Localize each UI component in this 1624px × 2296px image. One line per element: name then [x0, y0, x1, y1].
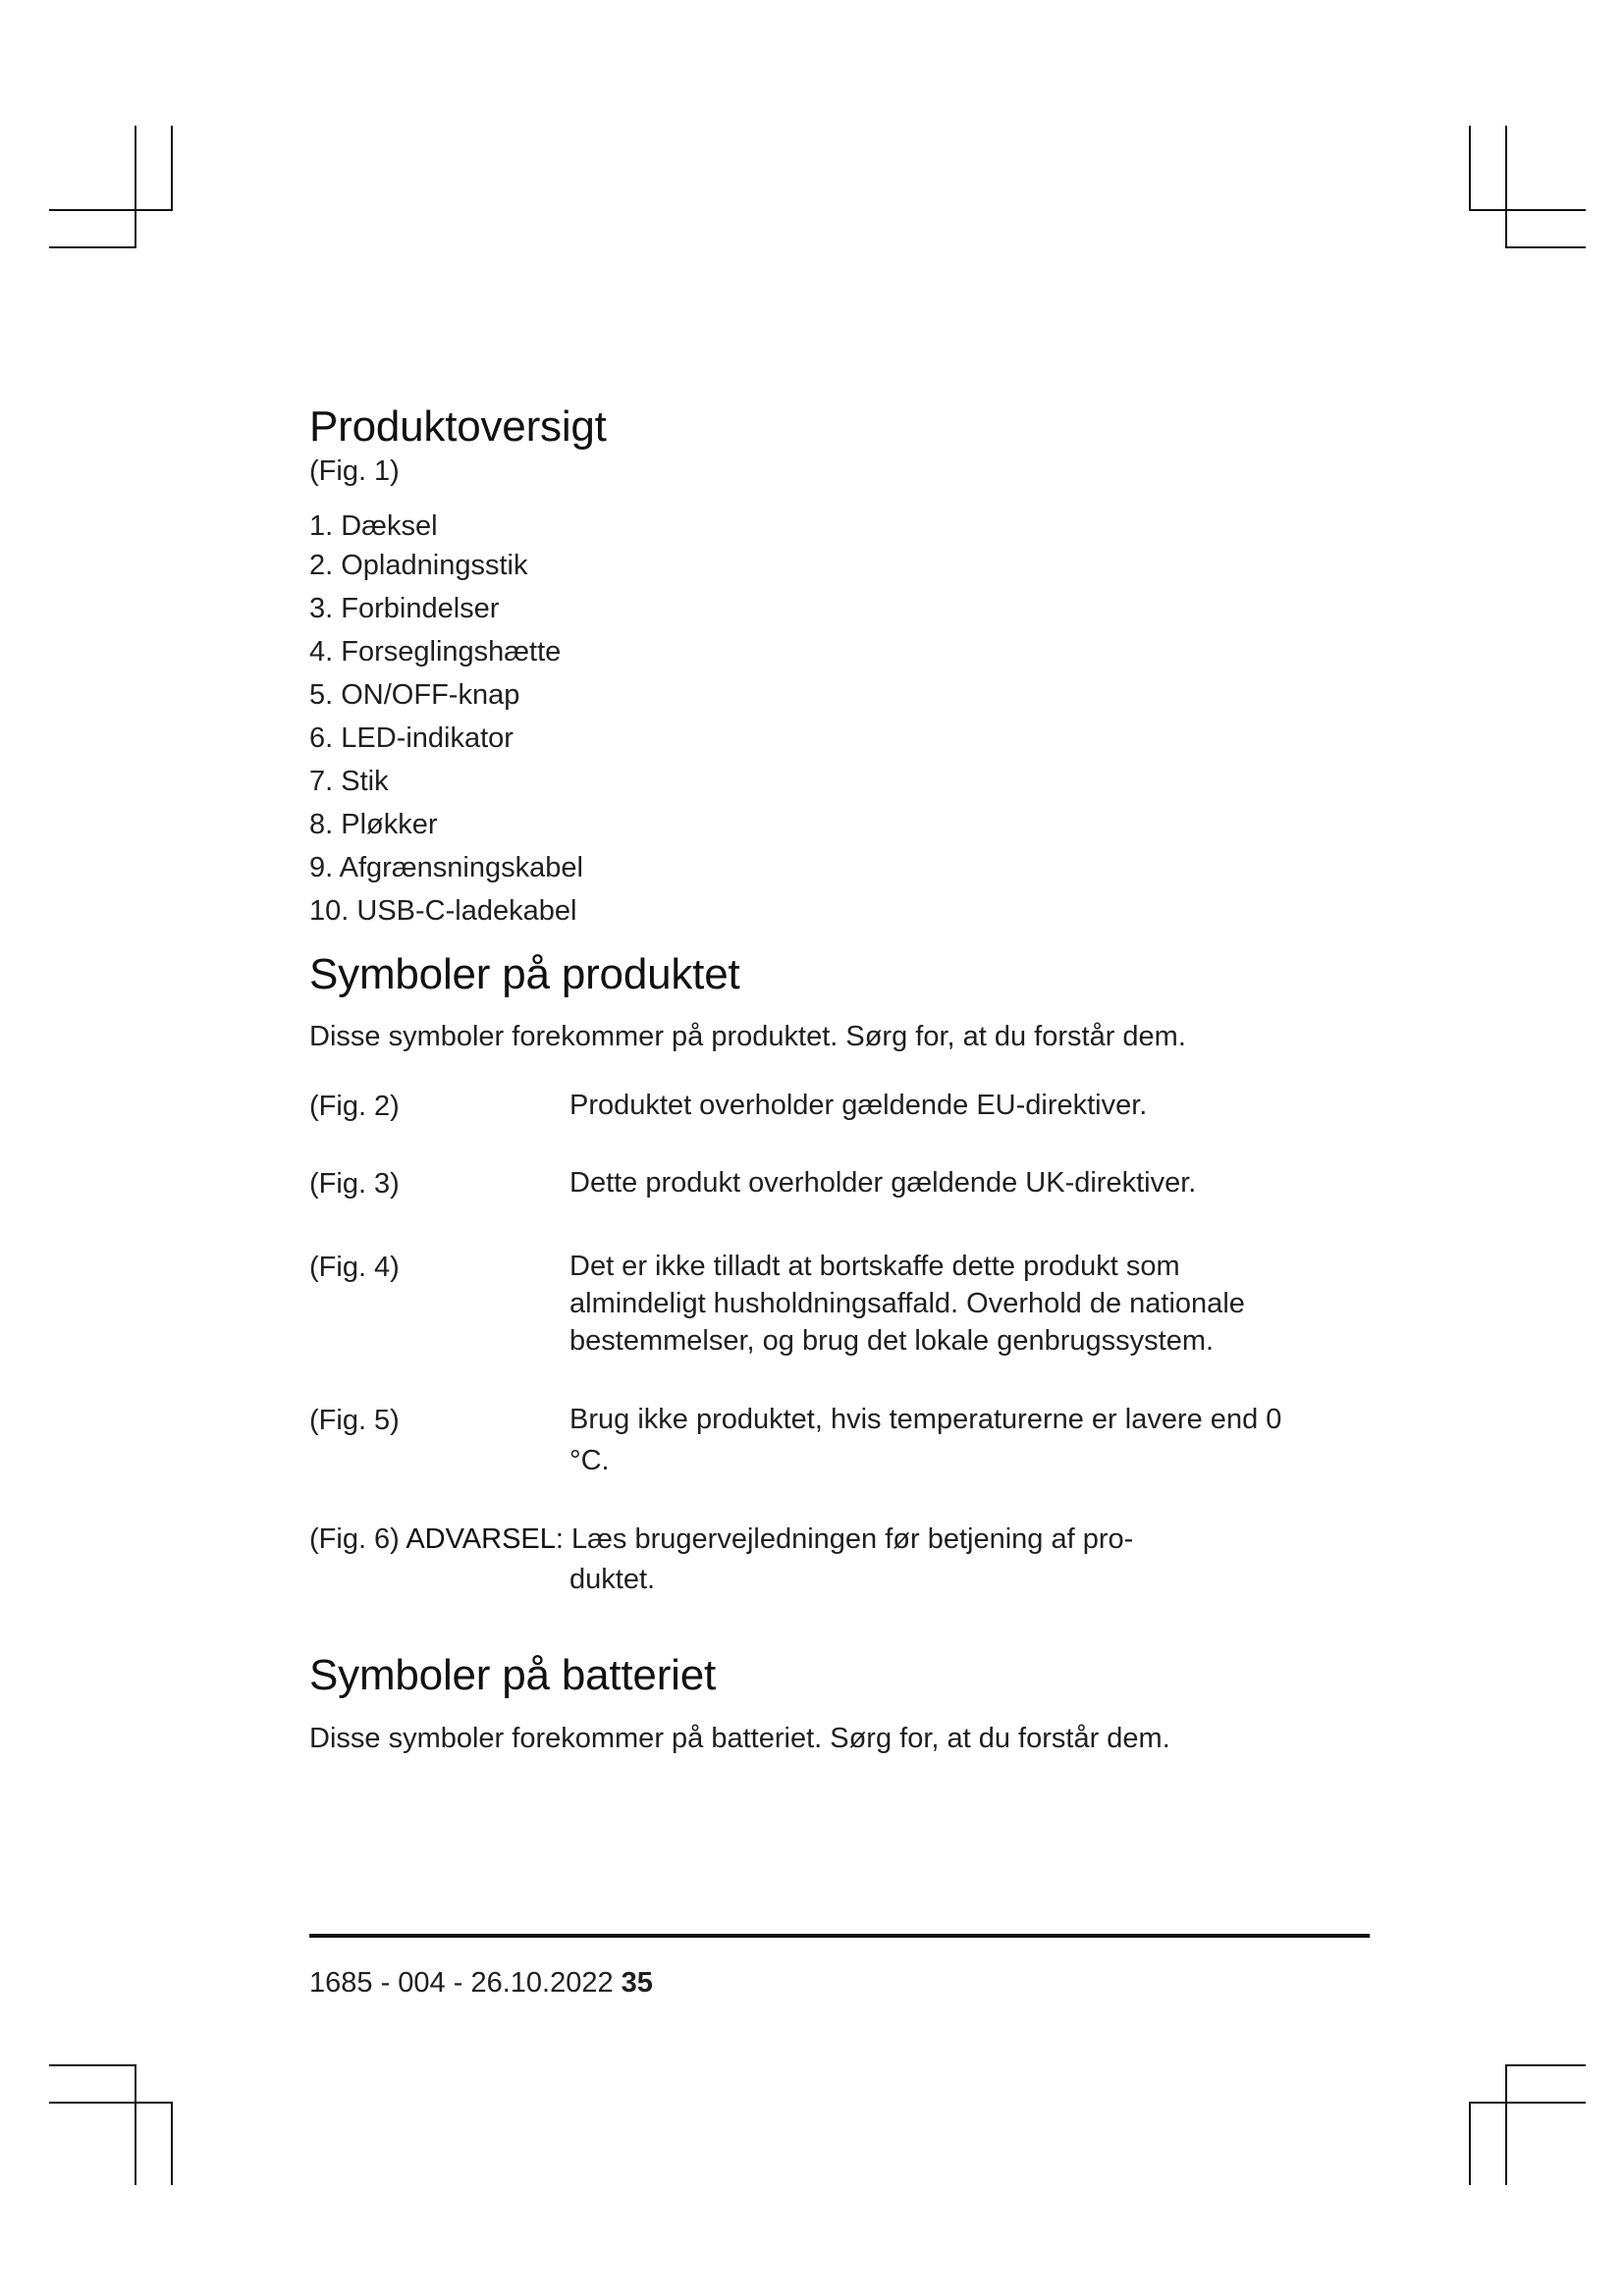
list-item: 4. Forseglingshætte — [309, 636, 562, 667]
crop-mark-bottom-left-h1 — [49, 2064, 135, 2066]
crop-mark-top-left-v2 — [171, 126, 173, 211]
warning-text: Læs brugervejledningen før betjening af pro- — [571, 1523, 1134, 1555]
list-item: 1. Dæksel — [309, 510, 438, 542]
fig-label: (Fig. 3) — [309, 1168, 400, 1200]
fig-label: (Fig. 5) — [309, 1405, 400, 1436]
list-item: 10. USB-C-ladekabel — [309, 895, 577, 927]
fig-description-line: almindeligt husholdningsaffald. Overhold de nationale — [569, 1288, 1245, 1319]
crop-mark-top-right-h2 — [1505, 246, 1586, 248]
footer-doc-ref: 1685 - 004 - 26.10.2022 — [309, 1967, 614, 1999]
battery-symbols-heading: Symboler på batteriet — [309, 1651, 717, 1699]
crop-mark-bottom-right-h2 — [1469, 2102, 1586, 2104]
product-symbols-intro: Disse symboler forekommer på produktet. Sørg for, at du forstår dem. — [309, 1021, 1186, 1052]
fig-description-line: Brug ikke produktet, hvis temperaturerne er lavere end 0 — [569, 1404, 1282, 1435]
crop-mark-top-left-h1 — [49, 209, 172, 211]
crop-mark-top-right-h1 — [1469, 209, 1586, 211]
crop-mark-bottom-left-h2 — [49, 2102, 172, 2104]
fig-description: Produktet overholder gældende EU-direktiver. — [569, 1090, 1148, 1121]
list-item: 7. Stik — [309, 766, 389, 797]
warning-label: ADVARSEL: — [406, 1523, 564, 1555]
crop-mark-bottom-right-h1 — [1505, 2064, 1586, 2066]
warning-line — [309, 1523, 1133, 1556]
warning-text-continued: duktet. — [569, 1564, 656, 1595]
page-number: 35 — [621, 1967, 653, 1999]
fig-label: (Fig. 4) — [309, 1252, 400, 1283]
crop-mark-bottom-right-v1 — [1469, 2102, 1471, 2185]
crop-mark-bottom-left-v2 — [171, 2102, 173, 2185]
footer-rule — [309, 1934, 1370, 1938]
overview-heading: Produktoversigt — [309, 402, 607, 451]
crop-mark-top-left-h2 — [49, 246, 135, 248]
crop-mark-top-left-v1 — [135, 126, 136, 248]
list-item: 3. Forbindelser — [309, 593, 500, 624]
fig-description: Dette produkt overholder gældende UK-direktiver. — [569, 1167, 1197, 1199]
fig-description-line: Det er ikke tilladt at bortskaffe dette produkt som — [569, 1251, 1180, 1282]
crop-mark-top-right-v2 — [1505, 126, 1507, 248]
list-item: 6. LED-indikator — [309, 722, 514, 754]
footer — [309, 1967, 653, 2000]
crop-mark-top-right-v1 — [1469, 126, 1471, 211]
overview-fig-ref: (Fig. 1) — [309, 455, 400, 487]
list-item: 8. Pløkker — [309, 809, 438, 840]
battery-symbols-intro: Disse symboler forekommer på batteriet. Sørg for, at du forstår dem. — [309, 1723, 1170, 1754]
fig-label: (Fig. 6) — [309, 1523, 400, 1555]
list-item: 5. ON/OFF-knap — [309, 679, 520, 711]
fig-description-line: bestemmelser, og brug det lokale genbrugssystem. — [569, 1325, 1215, 1357]
fig-label: (Fig. 2) — [309, 1091, 400, 1122]
list-item: 9. Afgrænsningskabel — [309, 852, 583, 883]
crop-mark-bottom-left-v1 — [135, 2064, 136, 2185]
crop-mark-bottom-right-v2 — [1505, 2064, 1507, 2185]
product-symbols-heading: Symboler på produktet — [309, 950, 740, 998]
fig-description-line: °C. — [569, 1445, 610, 1476]
list-item: 2. Opladningsstik — [309, 550, 528, 581]
